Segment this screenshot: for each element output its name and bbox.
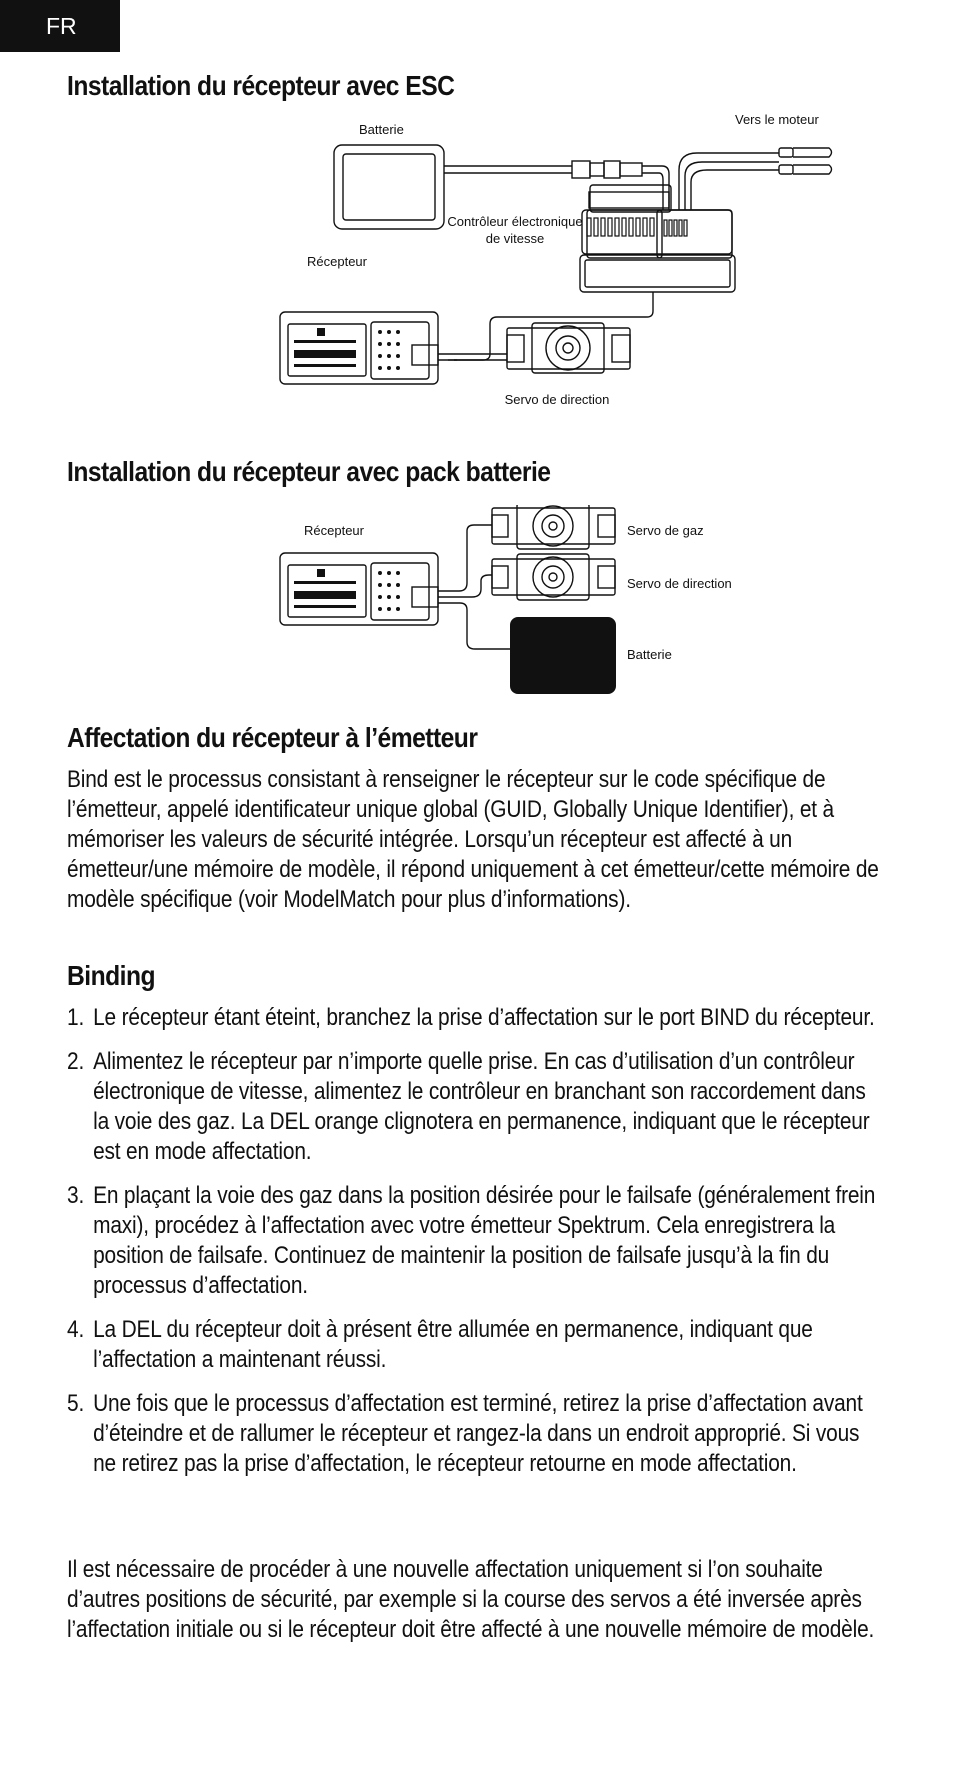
step-number: 5. xyxy=(67,1390,85,1417)
esc-heatsink-fins xyxy=(587,218,687,236)
bind-paragraph: Bind est le processus consistant à renseigner le récepteur sur le code spécifique de l’émetteur, appelé identificateur unique global (GUID, Globally Unique Identifier), et à mémoriser les valeurs de sécurité intégrée. Lorsqu’un récepteur est affecté à un émetteur/une mémoire de modèle, il répond uniquement à cet émetteur/cette mémoire de modèle spécifique (voir ModelMatch pour plus d’informations). xyxy=(67,766,879,913)
receiver-illustration xyxy=(280,312,438,384)
pack-label-battery: Batterie xyxy=(627,647,672,662)
language-tab: FR xyxy=(0,0,120,52)
pack-label-throttle-servo: Servo de gaz xyxy=(627,523,704,538)
motor-terminals xyxy=(779,148,832,174)
step-number: 1. xyxy=(67,1004,85,1031)
pack-wiring-diagram xyxy=(207,505,807,700)
section-title-binding: Binding xyxy=(67,960,155,991)
steering-servo-illustration xyxy=(507,323,630,373)
binding-step xyxy=(67,1315,885,1375)
battery-illustration xyxy=(334,145,444,229)
battery-connector xyxy=(572,161,642,178)
label-receiver: Récepteur xyxy=(307,254,367,269)
step-text: En plaçant la voie des gaz dans la position désirée pour le failsafe (généralement frein maxi), procédez à l’affectation avec votre émetteur Spektrum. Cela enregistrera la position de failsafe. Continuez de maintenir la position de failsafe jusqu’à la fin du processus d’affectation. xyxy=(93,1182,876,1299)
pack-receiver-details xyxy=(294,569,400,611)
binding-step xyxy=(67,1047,885,1167)
binding-closing-paragraph: Il est nécessaire de procéder à une nouvelle affectation uniquement si l’on souhaite d’autres positions de sécurité, par exemple si la course des servos a été inversée après l’affectation initiale ou si le récepteur doit être affecté à une nouvelle mémoire de modèle. xyxy=(67,1556,875,1643)
step-number: 3. xyxy=(67,1182,85,1209)
esc-wiring-diagram xyxy=(207,110,847,420)
pack-receiver-illustration xyxy=(280,553,438,625)
label-battery: Batterie xyxy=(359,122,404,137)
label-esc-line2: de vitesse xyxy=(485,231,545,246)
section-title-bind: Affectation du récepteur à l’émetteur xyxy=(67,722,478,753)
pack-label-receiver: Récepteur xyxy=(304,523,364,538)
label-to-motor: Vers le moteur xyxy=(735,112,819,127)
binding-step xyxy=(67,1389,885,1479)
section-title-pack-installation: Installation du récepteur avec pack batterie xyxy=(67,456,551,487)
step-text: Alimentez le récepteur par n’importe quelle prise. En cas d’utilisation d’un contrôleur électronique de vitesse, alimentez le contrôleur en branchant son raccordement dans la voie des gaz. La DEL orange clignotera en permanence, indiquant que le récepteur est en mode affectation. xyxy=(93,1048,870,1165)
pack-label-steering-servo: Servo de direction xyxy=(627,576,732,591)
step-text: Une fois que le processus d’affectation est terminé, retirez la prise d’affectation avant d’éteindre et de rallumer le récepteur et rangez-la dans un endroit approprié. Si vous ne retirez pas la prise d’affectation, le récepteur retourne en mode affectation. xyxy=(93,1390,863,1477)
throttle-servo-illustration xyxy=(492,505,615,549)
step-number: 2. xyxy=(67,1048,85,1075)
binding-step xyxy=(67,1003,885,1033)
label-esc-line1: Contrôleur électronique xyxy=(447,214,583,229)
battery-pack-illustration xyxy=(510,617,616,694)
esc-illustration xyxy=(580,185,735,292)
label-steering-servo: Servo de direction xyxy=(504,392,610,407)
step-number: 4. xyxy=(67,1316,85,1343)
binding-steps-list xyxy=(67,1003,885,1493)
receiver-details xyxy=(294,328,400,370)
pack-steering-servo-illustration xyxy=(492,554,615,600)
section-title-esc-installation: Installation du récepteur avec ESC xyxy=(67,70,455,101)
step-text: Le récepteur étant éteint, branchez la prise d’affectation sur le port BIND du récepteur. xyxy=(93,1004,875,1031)
binding-step xyxy=(67,1181,885,1301)
step-text: La DEL du récepteur doit à présent être allumée en permanence, indiquant que l’affectation a maintenant réussi. xyxy=(93,1316,813,1373)
